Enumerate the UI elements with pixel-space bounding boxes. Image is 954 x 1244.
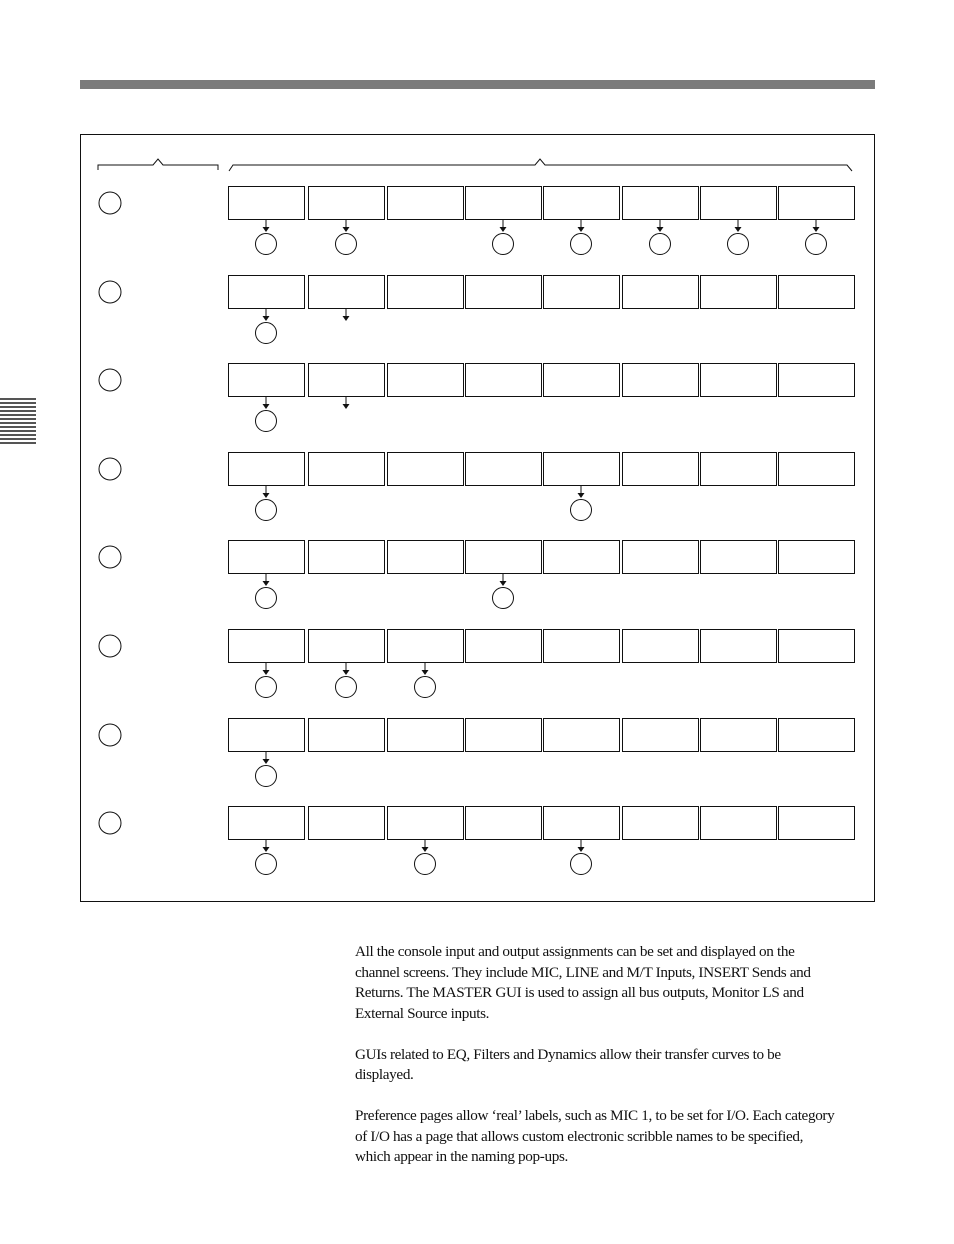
- down-arrow-head: [263, 316, 270, 321]
- screen-box: [466, 630, 542, 663]
- screen-box: [623, 276, 699, 309]
- down-arrow-head: [500, 581, 507, 586]
- screen-box: [309, 807, 385, 840]
- screen-box: [623, 807, 699, 840]
- screen-box: [544, 453, 620, 486]
- screen-box: [229, 187, 305, 220]
- screen-box: [229, 719, 305, 752]
- down-arrow-head: [263, 847, 270, 852]
- row-number-circle: [99, 635, 121, 657]
- screen-box: [544, 187, 620, 220]
- screen-box: [701, 364, 777, 397]
- screen-box: [701, 630, 777, 663]
- screen-box: [388, 630, 464, 663]
- screen-box: [309, 276, 385, 309]
- row-number-circle: [99, 369, 121, 391]
- screen-box: [309, 453, 385, 486]
- screen-box: [623, 630, 699, 663]
- down-arrow-head: [735, 227, 742, 232]
- row-number-circle: [99, 192, 121, 214]
- sub-screen-circle: [415, 677, 436, 698]
- down-arrow-head: [578, 847, 585, 852]
- screen-box: [544, 364, 620, 397]
- screen-box: [701, 276, 777, 309]
- down-arrow-head: [813, 227, 820, 232]
- down-arrow-head: [422, 847, 429, 852]
- screen-box: [229, 541, 305, 574]
- screen-box: [466, 453, 542, 486]
- screen-box: [701, 719, 777, 752]
- down-arrow-head: [343, 670, 350, 675]
- body-text: [355, 942, 840, 1188]
- screen-box: [466, 187, 542, 220]
- paragraph-io-assignments: All the console input and output assignments can be set and displayed on the channel screens. They include MIC, LINE and M/T Inputs, INSERT Sends and Returns. The MASTER GUI is used to assign all bus outputs, Monitor LS and External Source inputs.: [355, 943, 811, 1022]
- screen-box: [544, 630, 620, 663]
- screen-box: [309, 187, 385, 220]
- screen-box: [388, 453, 464, 486]
- screen-box: [388, 276, 464, 309]
- screen-box: [623, 364, 699, 397]
- screen-box: [309, 541, 385, 574]
- screen-box: [544, 807, 620, 840]
- screen-box: [466, 541, 542, 574]
- down-arrow-head: [263, 759, 270, 764]
- screen-box: [388, 541, 464, 574]
- screen-box: [309, 364, 385, 397]
- down-arrow-head: [263, 493, 270, 498]
- screen-box: [229, 630, 305, 663]
- down-arrow-head: [343, 404, 350, 409]
- sub-screen-circle: [336, 234, 357, 255]
- screens-bracket: [229, 159, 852, 171]
- row-number-circle: [99, 281, 121, 303]
- screen-box: [701, 453, 777, 486]
- sub-screen-circle: [806, 234, 827, 255]
- sub-screen-circle: [256, 500, 277, 521]
- sub-screen-circle: [571, 854, 592, 875]
- screen-box: [779, 453, 855, 486]
- down-arrow-head: [343, 227, 350, 232]
- screen-box: [779, 630, 855, 663]
- sub-screen-circle: [415, 854, 436, 875]
- down-arrow-head: [500, 227, 507, 232]
- screen-box: [779, 719, 855, 752]
- screen-box: [544, 276, 620, 309]
- screen-box: [466, 807, 542, 840]
- sub-screen-circle: [650, 234, 671, 255]
- sub-screen-circle: [256, 766, 277, 787]
- screen-box: [701, 807, 777, 840]
- screen-box: [701, 187, 777, 220]
- screen-box: [623, 719, 699, 752]
- sub-screen-circle: [256, 854, 277, 875]
- screen-box: [309, 719, 385, 752]
- screen-box: [623, 541, 699, 574]
- row-number-circle: [99, 546, 121, 568]
- paragraph-preference-pages: Preference pages allow ‘real’ labels, such as MIC 1, to be set for I/O. Each category of I/O has a page that allows custom electronic scribble names to be specified, which appear in the naming pop-ups.: [355, 1107, 835, 1165]
- screen-box: [229, 276, 305, 309]
- screen-box: [388, 187, 464, 220]
- screen-box: [229, 453, 305, 486]
- screen-box: [779, 364, 855, 397]
- screen-box: [466, 364, 542, 397]
- down-arrow-head: [263, 670, 270, 675]
- screen-box: [701, 541, 777, 574]
- row-number-circle: [99, 812, 121, 834]
- sub-screen-circle: [336, 677, 357, 698]
- screen-box: [779, 541, 855, 574]
- down-arrow-head: [578, 227, 585, 232]
- screen-box: [388, 807, 464, 840]
- down-arrow-head: [263, 227, 270, 232]
- screen-box: [544, 719, 620, 752]
- screen-box: [229, 364, 305, 397]
- screen-box: [544, 541, 620, 574]
- screen-box: [388, 719, 464, 752]
- sub-screen-circle: [256, 588, 277, 609]
- screen-box: [623, 187, 699, 220]
- screen-box: [466, 719, 542, 752]
- screen-box: [388, 364, 464, 397]
- row-number-circle: [99, 724, 121, 746]
- paragraph-transfer-curves: GUIs related to EQ, Filters and Dynamics allow their transfer curves to be displayed.: [355, 1045, 781, 1083]
- sub-screen-circle: [728, 234, 749, 255]
- screen-box: [309, 630, 385, 663]
- down-arrow-head: [263, 404, 270, 409]
- screen-box: [466, 276, 542, 309]
- sub-screen-circle: [256, 677, 277, 698]
- sub-screen-circle: [571, 500, 592, 521]
- sub-screen-circle: [256, 411, 277, 432]
- screen-box: [779, 276, 855, 309]
- down-arrow-head: [343, 316, 350, 321]
- down-arrow-head: [578, 493, 585, 498]
- down-arrow-head: [657, 227, 664, 232]
- down-arrow-head: [263, 581, 270, 586]
- sub-screen-circle: [256, 234, 277, 255]
- sub-screen-circle: [256, 323, 277, 344]
- row-number-circle: [99, 458, 121, 480]
- category-bracket: [98, 159, 218, 170]
- down-arrow-head: [422, 670, 429, 675]
- screen-box: [623, 453, 699, 486]
- screen-box: [779, 807, 855, 840]
- sub-screen-circle: [571, 234, 592, 255]
- sub-screen-circle: [493, 234, 514, 255]
- screen-box: [229, 807, 305, 840]
- screen-box: [779, 187, 855, 220]
- sub-screen-circle: [493, 588, 514, 609]
